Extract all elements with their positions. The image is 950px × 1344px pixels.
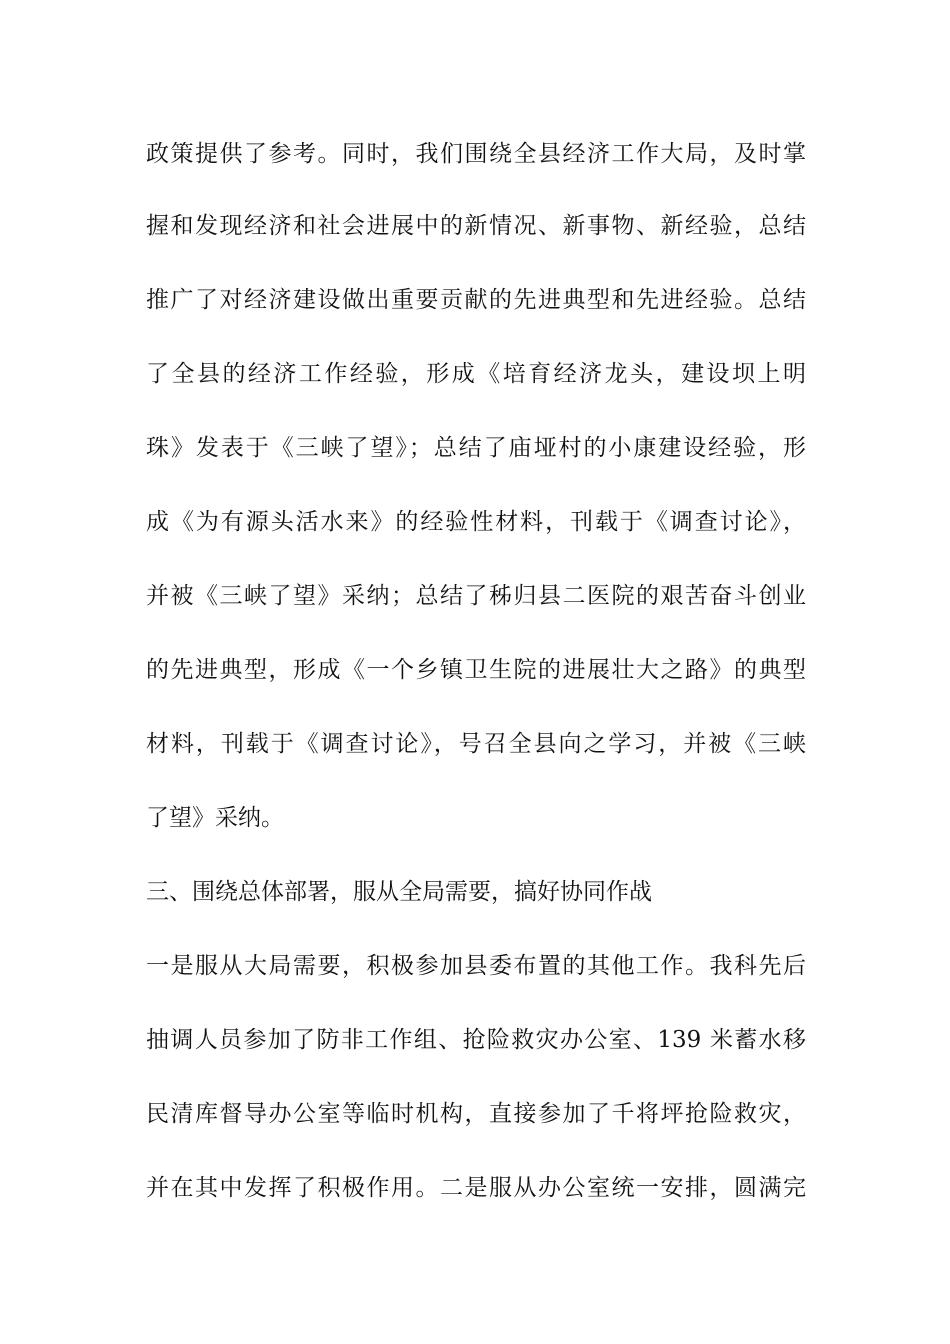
body-text-line: 民清库督导办公室等临时机构，直接参加了千将坪抢险救灾，	[146, 1101, 806, 1127]
body-text-line: 了望》采纳。	[146, 805, 284, 831]
body-text-line: 并在其中发挥了积极作用。二是服从办公室统一安排，圆满完	[146, 1175, 806, 1201]
body-text-line: 了全县的经济工作经验，形成《培育经济龙头，建设坝上明	[146, 361, 806, 387]
body-text-line: 并被《三峡了望》采纳；总结了秭归县二医院的艰苦奋斗创业	[146, 583, 806, 609]
body-text-line: 的先进典型，形成《一个乡镇卫生院的进展壮大之路》的典型	[146, 657, 806, 683]
body-text-line: 一是服从大局需要，积极参加县委布置的其他工作。我科先后	[146, 953, 806, 979]
body-text-line: 推广了对经济建设做出重要贡献的先进典型和先进经验。总结	[146, 287, 806, 313]
section-heading: 三、围绕总体部署，服从全局需要，搞好协同作战	[146, 879, 652, 905]
body-text-line: 成《为有源头活水来》的经验性材料，刊载于《调查讨论》，	[146, 509, 806, 535]
body-text-line: 政策提供了参考。同时，我们围绕全县经济工作大局，及时掌	[146, 141, 806, 167]
body-text-line: 珠》发表于《三峡了望》；总结了庙垭村的小康建设经验，形	[146, 435, 806, 461]
body-text-line: 抽调人员参加了防非工作组、抢险救灾办公室、139 米蓄水移	[146, 1027, 806, 1053]
body-text-line: 握和发现经济和社会进展中的新情况、新事物、新经验，总结	[146, 213, 806, 239]
body-text-line: 材料，刊载于《调查讨论》，号召全县向之学习，并被《三峡	[146, 731, 806, 757]
